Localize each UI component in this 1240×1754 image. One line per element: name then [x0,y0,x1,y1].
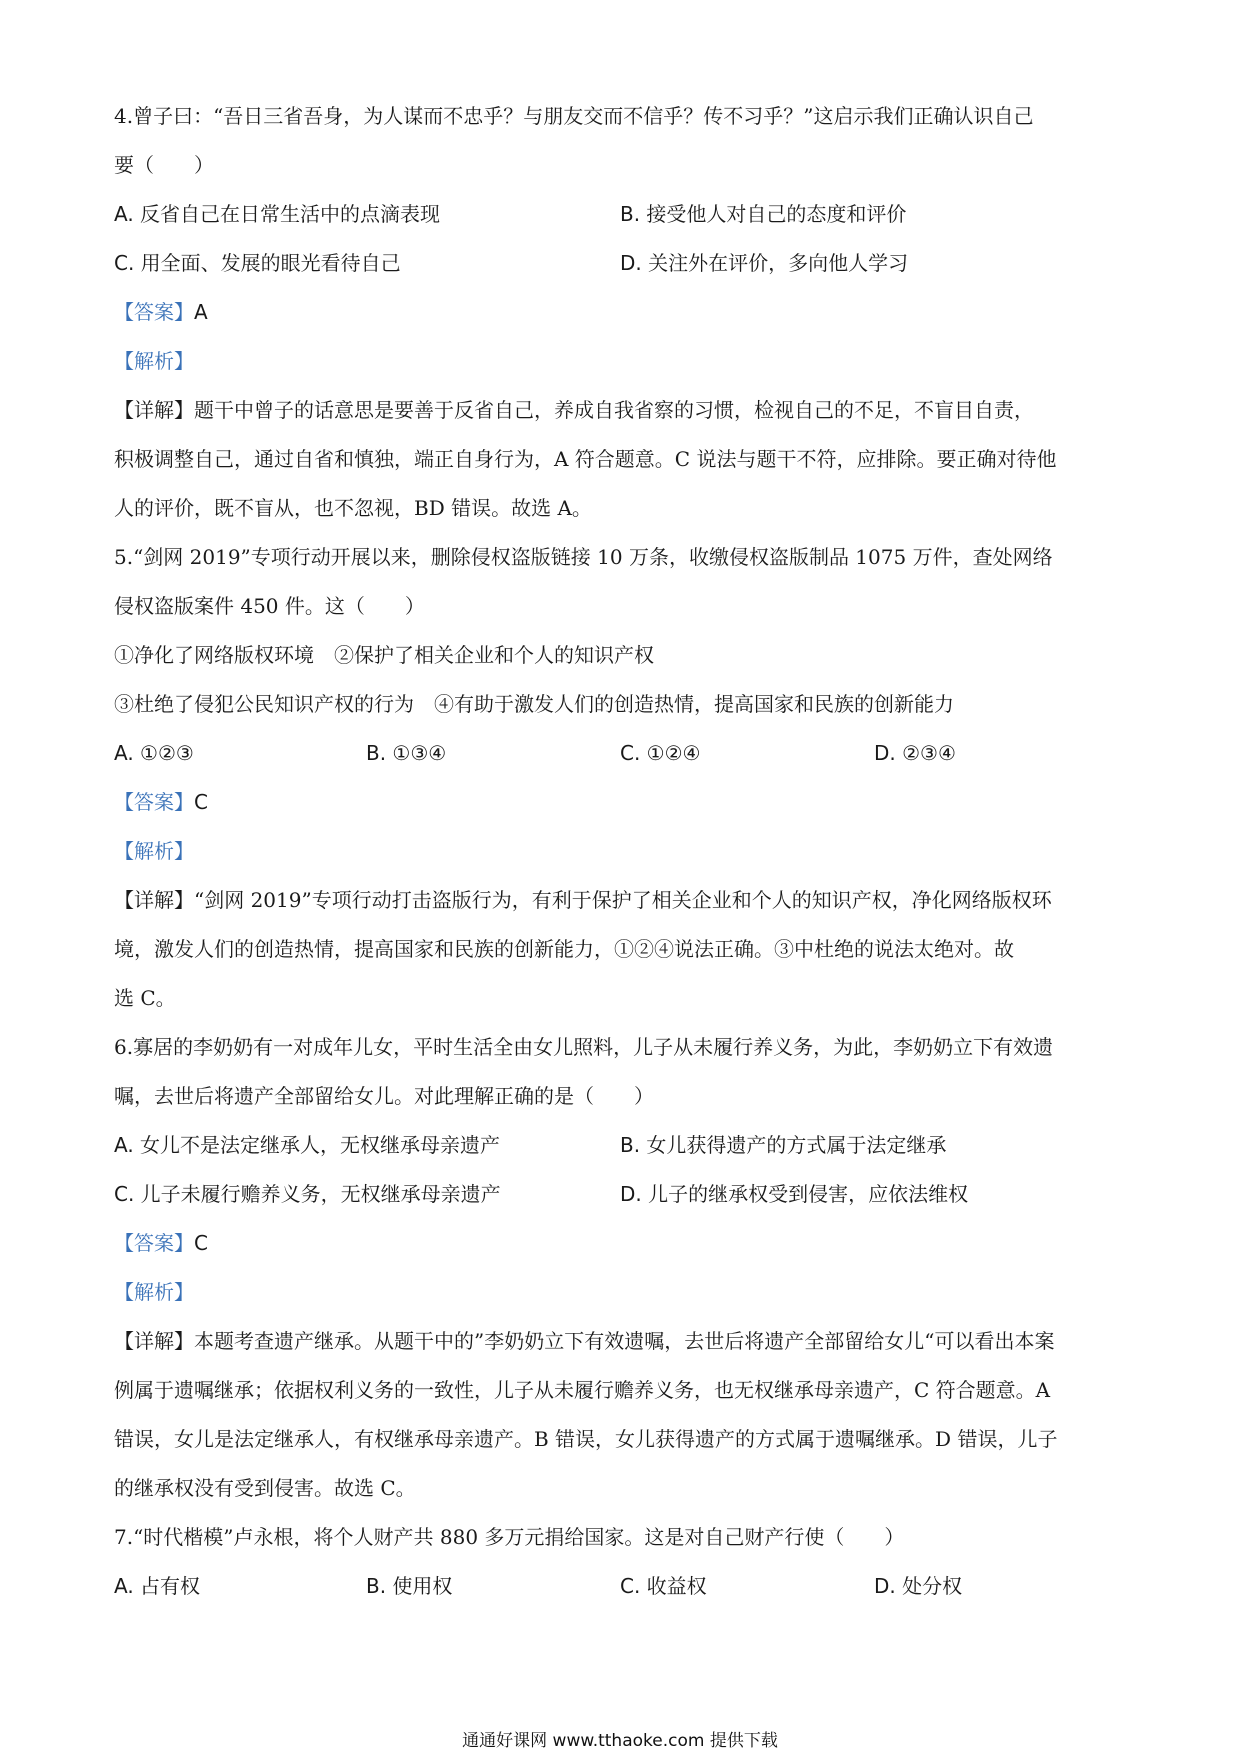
q4-analysis-label: 【解析】 [114,349,194,373]
q5-answer [114,788,208,816]
q6-option-c: C. 儿子未履行赡养义务，无权继承母亲遗产 [114,1182,501,1206]
detail-text: 题干中曾子的话意思是要善于反省自己，养成自我省察的习惯，检视自己的不足，不盲目自责， [194,398,1034,422]
q7-option-b: B. 使用权 [366,1574,453,1598]
q5-statement-line2: ③杜绝了侵犯公民知识产权的行为 ④有助于激发人们的创造热情，提高国家和民族的创新能力 [114,692,954,716]
q4-option-d: D. 关注外在评价，多向他人学习 [620,251,909,275]
answer-value: A [194,300,208,324]
q5-stem-line1: 5.“剑网 2019”专项行动开展以来，删除侵权盗版链接 10 万条，收缴侵权盗版制品 1075 万件，查处网络 [114,545,1053,569]
q6-stem-line2: 嘱，去世后将遗产全部留给女儿。对此理解正确的是（ ） [114,1084,654,1108]
detail-label: 【详解】 [114,1329,194,1353]
q5-option-c: C. ①②④ [620,741,701,765]
answer-value: C [194,1231,208,1255]
q4-answer [114,298,208,326]
q4-detail-line1 [114,396,1034,424]
detail-label: 【详解】 [114,888,194,912]
q4-option-b: B. 接受他人对自己的态度和评价 [620,202,907,226]
q6-option-b: B. 女儿获得遗产的方式属于法定继承 [620,1133,947,1157]
detail-label: 【详解】 [114,398,194,422]
q5-detail-line3: 选 C。 [114,986,176,1010]
q7-option-d: D. 处分权 [874,1574,963,1598]
answer-label: 【答案】 [114,300,194,324]
q6-detail-line4: 的继承权没有受到侵害。故选 C。 [114,1476,416,1500]
q6-detail-line1 [114,1327,1054,1355]
q6-analysis-label: 【解析】 [114,1280,194,1304]
q6-detail-line3: 错误，女儿是法定继承人，有权继承母亲遗产。B 错误，女儿获得遗产的方式属于遗嘱继承。D 错误，儿子 [114,1427,1058,1451]
footer-text: 通通好课网 www.tthaoke.com 提供下载 [462,1731,778,1751]
q5-statement-line1: ①净化了网络版权环境 ②保护了相关企业和个人的知识产权 [114,643,654,667]
q5-option-b: B. ①③④ [366,741,447,765]
q5-stem-line2: 侵权盗版案件 450 件。这（ ） [114,594,425,618]
detail-text: “剑网 2019”专项行动打击盗版行为，有利于保护了相关企业和个人的知识产权，净化网络版权环 [194,888,1052,912]
q5-detail-line1 [114,886,1052,914]
q4-option-a: A. 反省自己在日常生活中的点滴表现 [114,202,441,226]
q4-stem-line1: 4.曾子曰：“吾日三省吾身，为人谋而不忠乎？与朋友交而不信乎？传不习乎？”这启示我们正确认识自己 [114,104,1034,128]
q4-option-c: C. 用全面、发展的眼光看待自己 [114,251,401,275]
q7-option-c: C. 收益权 [620,1574,707,1598]
q6-stem-line1: 6.寡居的李奶奶有一对成年儿女，平时生活全由女儿照料，儿子从未履行养义务，为此，李奶奶立下有效遗 [114,1035,1054,1059]
q4-detail-line3: 人的评价，既不盲从，也不忽视，BD 错误。故选 A。 [114,496,592,520]
q5-option-d: D. ②③④ [874,741,956,765]
q6-option-d: D. 儿子的继承权受到侵害，应依法维权 [620,1182,969,1206]
q6-detail-line2: 例属于遗嘱继承；依据权利义务的一致性，儿子从未履行赡养义务，也无权继承母亲遗产，C 符合题意。A [114,1378,1051,1402]
detail-text: 本题考查遗产继承。从题干中的”李奶奶立下有效遗嘱，去世后将遗产全部留给女儿“可以看出本案 [194,1329,1055,1353]
q7-stem-line1: 7.“时代楷模”卢永根，将个人财产共 880 多万元捐给国家。这是对自己财产行使（ ） [114,1525,905,1549]
q7-option-a: A. 占有权 [114,1574,201,1598]
q6-option-a: A. 女儿不是法定继承人，无权继承母亲遗产 [114,1133,501,1157]
answer-label: 【答案】 [114,790,194,814]
q4-stem-line2: 要（ ） [114,153,214,177]
q5-analysis-label: 【解析】 [114,839,194,863]
q5-detail-line2: 境，激发人们的创造热情，提高国家和民族的创新能力，①②④说法正确。③中杜绝的说法太绝对。故 [114,937,1014,961]
q4-detail-line2: 积极调整自己，通过自省和慎独，端正自身行为，A 符合题意。C 说法与题干不符，应排除。要正确对待他 [114,447,1057,471]
answer-value: C [194,790,208,814]
answer-label: 【答案】 [114,1231,194,1255]
q6-answer [114,1229,208,1257]
q5-option-a: A. ①②③ [114,741,194,765]
